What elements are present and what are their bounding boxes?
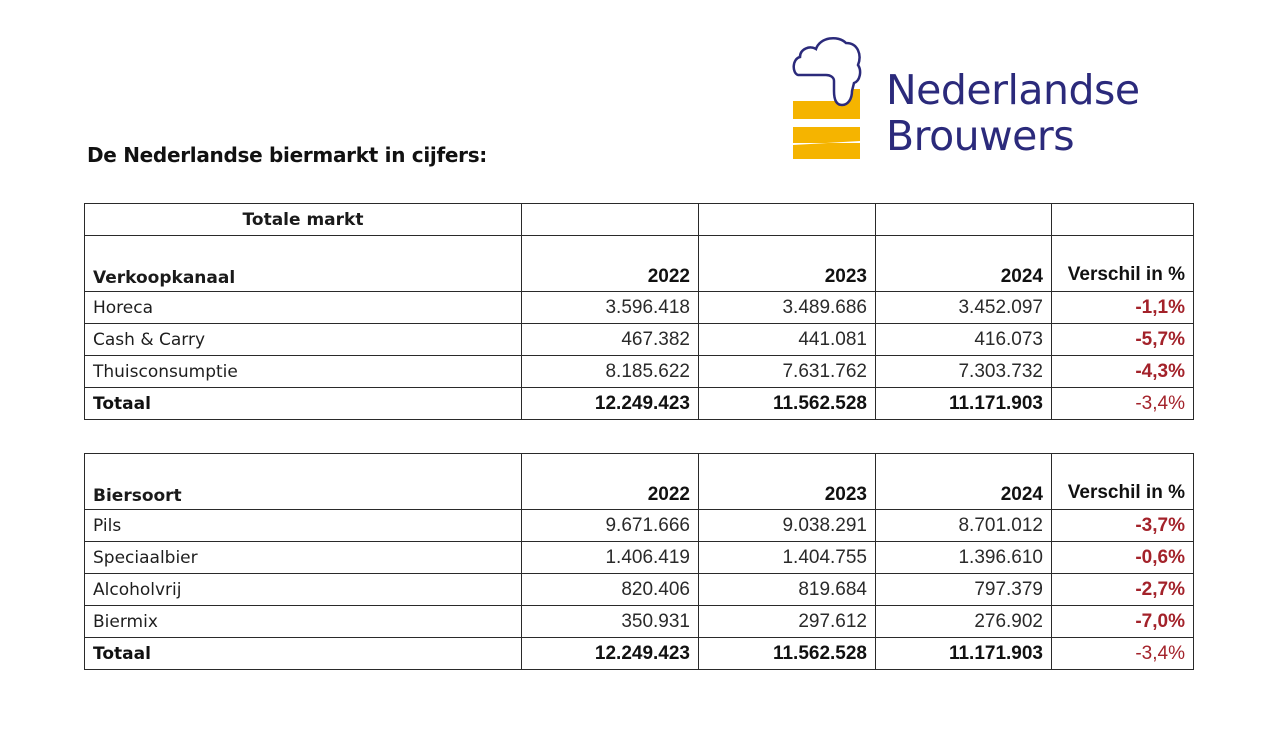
value-2024: 797.379 — [876, 574, 1052, 606]
table-row — [85, 292, 1194, 324]
value-2023: 819.684 — [699, 574, 876, 606]
empty-cell — [699, 204, 876, 236]
table-total-row — [85, 388, 1194, 420]
value-2024: 276.902 — [876, 606, 1052, 638]
empty-cell — [876, 204, 1052, 236]
value-2022: 820.406 — [522, 574, 699, 606]
total-2023: 11.562.528 — [699, 388, 876, 420]
table-total-row — [85, 638, 1194, 670]
row-label: Biermix — [85, 606, 522, 638]
value-2022: 1.406.419 — [522, 542, 699, 574]
value-difference: -0,6% — [1052, 542, 1194, 574]
row-label: Speciaalbier — [85, 542, 522, 574]
nederlandse-brouwers-logo — [790, 33, 1170, 161]
total-label: Totaal — [85, 638, 522, 670]
value-2024: 7.303.732 — [876, 356, 1052, 388]
column-header-2024: 2024 — [876, 454, 1052, 510]
total-difference: -3,4% — [1052, 638, 1194, 670]
empty-cell — [1052, 204, 1194, 236]
table-header-row — [85, 454, 1194, 510]
value-difference: -5,7% — [1052, 324, 1194, 356]
logo-line-2: Brouwers — [886, 112, 1075, 160]
value-2023: 297.612 — [699, 606, 876, 638]
logo-line-1: Nederlandse — [886, 66, 1140, 114]
page-title: De Nederlandse biermarkt in cijfers: — [87, 143, 487, 167]
table-row — [85, 510, 1194, 542]
sales-channel-table — [84, 203, 1194, 420]
value-difference: -3,7% — [1052, 510, 1194, 542]
value-2024: 1.396.610 — [876, 542, 1052, 574]
logo-wordmark — [886, 67, 1140, 159]
total-2024: 11.171.903 — [876, 388, 1052, 420]
table-row — [85, 324, 1194, 356]
table-caption: Totale markt — [85, 204, 522, 236]
table-row — [85, 542, 1194, 574]
total-2023: 11.562.528 — [699, 638, 876, 670]
column-header-2022: 2022 — [522, 454, 699, 510]
row-label: Thuisconsumptie — [85, 356, 522, 388]
value-2023: 7.631.762 — [699, 356, 876, 388]
table-row — [85, 606, 1194, 638]
value-difference: -4,3% — [1052, 356, 1194, 388]
total-2022: 12.249.423 — [522, 388, 699, 420]
row-label: Pils — [85, 510, 522, 542]
row-label: Alcoholvrij — [85, 574, 522, 606]
beer-type-table — [84, 453, 1194, 670]
column-header-2023: 2023 — [699, 236, 876, 292]
total-2024: 11.171.903 — [876, 638, 1052, 670]
value-2024: 3.452.097 — [876, 292, 1052, 324]
column-header-2024: 2024 — [876, 236, 1052, 292]
value-2024: 416.073 — [876, 324, 1052, 356]
total-label: Totaal — [85, 388, 522, 420]
total-difference: -3,4% — [1052, 388, 1194, 420]
nl-beer-logo-icon — [790, 33, 862, 159]
value-difference: -7,0% — [1052, 606, 1194, 638]
column-header-beer-type: Biersoort — [85, 454, 522, 510]
column-header-2022: 2022 — [522, 236, 699, 292]
row-label: Cash & Carry — [85, 324, 522, 356]
value-difference: -2,7% — [1052, 574, 1194, 606]
value-2023: 1.404.755 — [699, 542, 876, 574]
value-2023: 3.489.686 — [699, 292, 876, 324]
table-row — [85, 356, 1194, 388]
value-difference: -1,1% — [1052, 292, 1194, 324]
table-caption-row — [85, 204, 1194, 236]
table-header-row — [85, 236, 1194, 292]
row-label: Horeca — [85, 292, 522, 324]
column-header-difference: Verschil in % — [1052, 454, 1194, 510]
value-2022: 467.382 — [522, 324, 699, 356]
value-2023: 9.038.291 — [699, 510, 876, 542]
value-2023: 441.081 — [699, 324, 876, 356]
column-header-2023: 2023 — [699, 454, 876, 510]
column-header-channel: Verkoopkanaal — [85, 236, 522, 292]
value-2024: 8.701.012 — [876, 510, 1052, 542]
empty-cell — [522, 204, 699, 236]
total-2022: 12.249.423 — [522, 638, 699, 670]
value-2022: 8.185.622 — [522, 356, 699, 388]
value-2022: 3.596.418 — [522, 292, 699, 324]
table-row — [85, 574, 1194, 606]
value-2022: 9.671.666 — [522, 510, 699, 542]
value-2022: 350.931 — [522, 606, 699, 638]
column-header-difference: Verschil in % — [1052, 236, 1194, 292]
